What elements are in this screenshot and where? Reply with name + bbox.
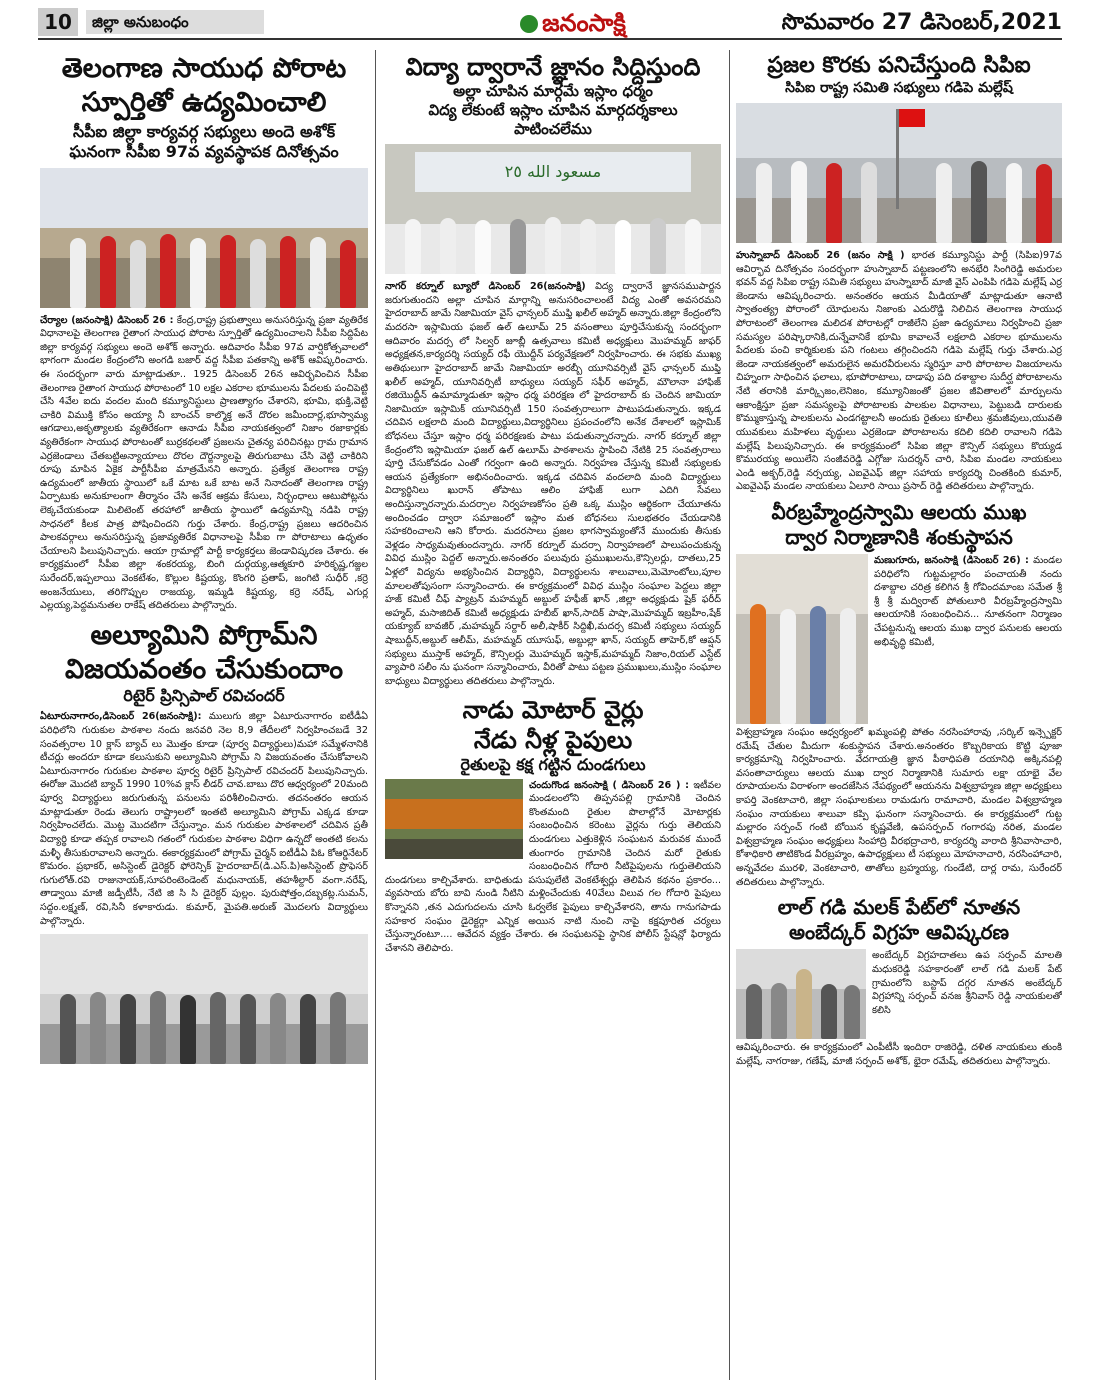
- subheadline: ఘనంగా సీపీఐ 97వ వ్యవస్థాపక దినోత్సవం: [69, 141, 339, 161]
- subheadline: రిటైర్ ప్రిన్సిపాల్ రవిచందర్: [123, 686, 285, 706]
- headline: అంబేద్కర్ విగ్రహ ఆవిష్కరణ: [788, 920, 1010, 945]
- article-cpi-cheryal: [40, 52, 368, 613]
- headline: వీరబ్రహ్మేంద్రస్వామి ఆలయ ముఖ: [771, 499, 1027, 524]
- subheadline: రైతులపై కక్ష గట్టిన దుండగులు: [460, 754, 646, 774]
- logo-icon: [520, 15, 538, 33]
- dateline: చందుగొండ జనంసాక్షి ( డిసెంబర్ 26 ) :: [529, 779, 689, 791]
- headline: ప్రజల కొరకు పనిచేస్తుంది సిపిఐ: [767, 53, 1031, 78]
- headline: నేడు నీళ్ల పైపులు: [473, 725, 633, 754]
- subheadline: అల్లా చూపిన మార్గమే ఇస్లాం ధర్మం: [453, 82, 653, 100]
- article-body: నాగర్ కర్నూల్ బ్యూరో డిసెంబర్ 26(జనంసాక్షి) విద్య ద్వారానే జ్ఞానసముపార్జన జరుగుతుందని అల్లా చూపిన మార్గాన్ని అనుసరించాలంటే విద్య ఎంతో అవసరమని హైదరాబాద్ జామే నిజామియా వైస్ ఛాన్సలర్ ముఫ్తి ఖలీల్ అహ్మద్ అన్నారు.జిల్లా కేంద్రంలోని మదరసా ఇస్లామియ ఫజల్ ఉల్ ఉలూమ్ 25 వసంతాలు పూర్తిచేసుకున్న సందర్భంగా ఆదివారం మదర్స లో సిల్వర్ జూబ్లీ ఉత్సవాలు కమిటీ అధ్యక్షులు మొహమ్మద్ జాఫర్ అధ్యక్షతన,కార్యదర్శి సయ్యద్ రఫీ యొద్దీన్ పర్యవేక్షణలో నిర్వహించారు. ఈ సభకు ముఖ్య అతిథులుగా హైదరాబాద్ జామే నిజామియా అరబ్బీ యూనివర్సిటీ వైస్ ఛాన్సలర్ ముఫ్తి ఖలీల్ అహ్మద్, యూనివర్సిటీ బాధ్యులు సయ్యద్ సఫీర్ అహ్మద్, మౌలానా హాఫిజ్ రజియొద్దీన్ ఉమామ్మాడుతూ ఇస్లాం ధర్మ పరిరక్షణ లో హైదరాబాద్ కు చెందిన జామియా నిజామియా ఇస్లామిక్ యూనివర్సిటీ 150 సంవత్సరాలుగా పాటుపడుతున్నారు. ఇక్కడ చదివిన లక్షలాది మంది విద్యార్థులు,విద్యార్థినిలు ప్రపంచంలోని అనేక దేశాలలో ఇస్లామిక్ బోధనలు చేస్తూ ఇస్లాం ధర్మ పరిరక్షణకు పాటు పడుతున్నారన్నారు. నాగర్ కర్నూల్ జిల్లా కేంద్రంలోని ఇస్లామియా ఫజల్ ఉల్ ఉలూమ్ పాఠశాలను స్థాపించి నేటికి 25 సంవత్సరాలు పూర్తి చేసుకోవడం ఎంతో గర్వంగా ఉంది అన్నారు. నిర్వహణ చేస్తున్న కమిటీ సభ్యులకు ఆయన ప్రత్యేకంగా అభినందించారు. ఇక్కడ చదివిన వందలాది మంది విద్యార్థులు విద్యార్థినిలు ఖురాన్ తోపాటు ఆలిం హాఫిజ్ లుగా ఎదిగి సేవలు అందిస్తున్నారన్నారు.మదర్సాల నిర్వహణకోసం ప్రతి ఒక్క ముస్లిం ఆర్థికంగా చేయూతను అందించడం ద్వారా సమాజంలో ఇస్లాం మత బోధనలు సులభతరం చేయడానికి సహకరించాలని ఆని కోరారు. మదరసాలు ప్రజల భాగస్వామ్యంతోనే ముందుకు తీసుకు వెళ్లడం సాధ్యమవుతుందన్నారు. నాగర్ కర్నూల్ మదర్సా నిర్వాహణలో పాలుపంచుకున్న వివిధ ముస్లిం పెద్దల్ అన్నారు.అనంతరం పలువురు ప్రముఖులను,కౌన్సిలర్లు, దాతలు,25 ఏళ్లలో విద్యను అభ్యసించిన విద్యార్థిని, విద్యార్థులను శాలువాలు,మెమోంటోలు,పూల మాలలతోపుసంగా సన్మానించారు. ఈ కార్యక్రమంలో వివిధ ముస్లిం సంఘాల పెద్దలు జిల్లా హజ్ కమిటీ చీఫ్ ప్యాట్రన్ మహమ్మద్ అబ్దుల్ హఫీజ్ ఖాన్ ,జిల్లా అధ్యక్షుడు షైక్ ఫరీద్ అహ్మద్, మసాజిదిత్ కమిటీ అధ్యక్షుడు హబీబ్ ఖాన్,సాదిక్ పాషా,మొహమ్మద్ ఇబ్రహీం,షేక్ యక్యూబ్ బావజీర్ ,మహమ్మద్ సర్దార్ అలీ,షాకీర్ సిద్దిఖీ,మదర్స కమిటీ సభ్యులు సయ్యద్ షాబుద్దీన్,అబ్దుల్ ఆలీమ్, మహమ్మద్ యూసుఫ్, అబ్దుల్లా ఖాన్, సయ్యద్ తాహెర్,కో ఆప్షన్ సభ్యులు ముస్తాక్ అహ్మద్, కౌన్సిలర్లు మొహమ్మద్ ఇస్హాక్,మహమ్మద్ నిజాం,రియల్ ఎస్టేట్ వ్యాపారి సలీం ను ఘనంగా సన్మానించారు, వీరితో పాటు పట్టణ ప్రముఖులు,ముస్లిం సంఘాల బాధ్యులు విద్యార్థులు తదితరులు పాల్గొన్నారు.: [385, 281, 721, 687]
- article-body: హుస్నాబాద్ డిసెంబర్ 26 (జనం సాక్షి ) భారత కమ్యూనిస్టు పార్టీ (సిపిఐ)97వ ఆవిర్భావ దినోత్సవం సందర్భంగా హుస్నాబాద్ పట్టణంలోని అనభేరి సింగిరెడ్డి అమరుల భవన్ వద్ద సిపిఐ రాష్ట్ర సమితి సభ్యులు హుస్నాబాద్ మాజీ వైస్ ఎంపిపి గడిపె మల్లేష్ ఎర్ర జెండాను ఆవిష్కరించారు. అనంతరం ఆయన మీడియాతో మాట్లాడుతూ ఆనాటి స్వాతంత్య్ర పోరాంలో యోధులను నిజాంకు ఎదురొడ్డి నిలిచిన తెలంగాణ సాయుధ పోరాటంలో తెలంగాణ మలిదశ పోరాటల్లో రాజీలేని ప్రజా ఉద్యమాలు నిర్వహించి ప్రజా సమస్యల పరిష్కారానికి,దున్నేవానికే భూమి కావాలనే లక్షలాది ఎకరాల భూములను పేదలకు పంచి కార్మికులకు పని గంటలు తగ్గించిందని గడిపె మల్లేష్ గుర్తు చేశారు.ఎర్ర జెండా నాయకత్వంలో అమరులైన అమరవీరులను స్మరిస్తూ వారి పోరాటాల విజయాలను చిహ్నంగా సాధించిన ఫలాలు, భూపోరాటాలు, దాడాపు పది దశాబ్దాల సుదీర్ఘ పోరాటాలను నేటి తరానికి మార్క్సిజం,లెనిజం, కమ్యూనిజంతో ప్రజల జీవితాలలో మార్పులను ఆకాంక్షిస్తూ ప్రజా సమస్యలపై పోరాటాలకు పాలకుల విధానాలు, పెట్టుబడి దారులకు కొమ్ముకాస్తున్న పాలకులను ఎండగట్టాలనీ అందుకు రైతులు కూలీలు శ్రమజీవులు,యువతి యువకులు మహిళలు వృద్ధులు ఎర్రజెండా పోరాటాలను కదిలి కదిలి రావాలని గడిపె మల్లేష్ పిలుపునిచ్చారు. ఈ కార్యక్రమంలో సిపిఐ జిల్లా కౌన్సిల్ సభ్యులు కొయ్యడ కొమురయ్య అయిలేని సంజీవరెడ్డి ఎగ్గోజు సుదర్శన్ చారి, సిపిఐ మండల నాయకులు ఎండి అక్బర్,రెడ్డి నర్సయ్య, ఎఐవైఎఫ్ జిల్లా సహాయ కార్యదర్శి చింతకింది కుమార్, ఎఐవైఎఫ్ మండల నాయకులు ఏలూరి సాయి ప్రసాద్ రెడ్డి తదితరులు పాల్గొన్నారు.: [736, 250, 1062, 493]
- subheadline: పాటించలేము: [514, 119, 592, 138]
- headline: లాల్ గడి మలక్ పేట్‌లో నూతన: [777, 895, 1021, 920]
- subheadline: విద్య లేకుంటే ఇస్లాం చూపిన మార్గదర్శకాలు: [428, 100, 678, 119]
- page-number: 10: [38, 8, 78, 36]
- newspaper-logo: [488, 8, 658, 38]
- photo-ambedkar-statue: [736, 949, 866, 1039]
- photo-madrasa-stage: [385, 144, 721, 274]
- headline: అల్యూమిని పోగ్రామ్‌ని: [90, 619, 318, 651]
- article-alumni-program: [40, 619, 368, 1064]
- headline: ద్వార నిర్మాణానికి శంకుస్థాపన: [785, 524, 1013, 549]
- photo-flag-hoisting: [40, 168, 368, 308]
- issue-date: సొమవారం 27 డిసెంబర్,2021: [781, 10, 1062, 35]
- photo-alumni-group: [40, 934, 368, 1064]
- article-body: చందుగొండ జనంసాక్షి ( డిసెంబర్ 26 ) : ఇటీవల మండలంలోని తిప్పనపల్లి గ్రామానికి చెందిన కొంతమంది రైతుల పొలాల్లోనే మోటార్లకు సంబంధించిన కరెంటు వైర్లను గుర్తు తెలియని దుండగులు ఎత్తుకెళ్లిన సంఘటన మరువక ముందే తుంగారం గ్రామానికి చెందిన మరో రైతుకు సంబంధించిన గోదారి నీటిపైపులను గుర్తుతెలియని దుండగులు కాల్చివేశారు. బాధితుడు పసుపులేటి వెంకటేశ్వర్లు తెలిపిన కథనం ప్రకారం... వ్యవసాయ బోరు బావి నుండి నీటిని మళ్లించేందుకు 40వేలు విలువ గల గోదారి పైపులు కొన్నానని ,తన ఎదుగుదలను చూసి ఓర్వలేక పైపులు కాల్చివేశారని, తాను గానుగపాడు సహకార సంఘం డైరెక్టర్గా ఎన్నిక అయిన నాటి నుంచి నాపై కక్షపూరిత చర్యలు చేస్తున్నారంటూ.... ఆవేదన వ్యక్తం చేశారు. ఈ సంఘటనపై స్థానిక పోలీస్ స్టేషన్లో ఫిర్యాదు చేశానని తెలిపారు.: [385, 779, 721, 954]
- middle-column: [385, 52, 721, 1384]
- headline: స్పూర్తితో ఉద్యమించాలి: [81, 86, 327, 118]
- article-body: ఏటూరునాగారం,డిసెంబర్ 26(జనంసాక్షి): ములుగు జిల్లా ఏటూరునాగారం ఐటీడీఏ పరిధిలోని గురుకుల పాఠశాల నందు జనవరి నెల 8,9 తేదీలలో నిర్వహించబడే 32 సంవత్సరాల 10 క్లాస్ బ్యాచ్ లు మొత్తం కూడా (పూర్వ విద్యార్థులు)మహా సమ్మేళనానికి టీచర్లు అందరూ కూడా కలుసుకుని అల్యూమిని పోగ్రామ్ ని విజయవంతం చేసుకోవాలని ఏటూరునాగారం గురుకుల పాఠశాల పూర్వ రిటైర్ ప్రిన్సిపాల్ రవిచందర్ పిలుపునిచ్చారు. ఈరోజు మొదటి బ్యాచ్ 1990 10%వ క్లాస్ లీడర్ చావ.బాబు దొర ఆధ్వర్యంలో 20మంది పూర్వ విద్యార్థులు జరుగుతున్న పనులను పరిశీలించినారు. తదనంతరం ఆయన మాట్లాడుతూ రెండు తెలుగు రాష్ట్రాలలో ఇంతటి అల్యూమిని పోగ్రామ్ ఎక్కడ కూడా నిర్వహించలేదు. మొట్ట మొదటిగా చేస్తున్నాం. మన గురుకుల పాఠశాలలో చదివిన ప్రతీ విద్యార్థి కూడా తప్పక రావాలని గతంలో గురుకుల పాఠశాల విధిగా ఉన్నదో అంతటి కలను మళ్ళీ తీసుకురావాలని అన్నారు. ఈకార్యక్రమంలో పోగ్రామ్ చైర్మన్ ఐటీడీఏ పిఓ కోఆర్డినేటర్ కొమరం. ప్రభాకర్, అసిస్టెంట్ డైరెక్టర్ ఫోరెన్సిక్ హైదరాబాద్(డి.ఎస్.పి)అసిస్టెంట్ ప్రొఫెసర్ గుగులోత్.రవి రాజునాయక్,సూపరింటెండెంట్ మధునాయక్, తహశీల్దార్ వంగా.నరేష్, తాడ్వాయి మాజీ జడ్పీటీసీ, నేటి జి సి సి డైరెక్టర్ పుల్లం. పురుషోత్తం,దబ్బకట్ల.సుమన్, సద్దం.లక్ష్మణ్, రవి,సినీ కళాకారుడు. కుమార్, మైపతి.అరుణ్ మొదలగు విద్యార్థులు పాల్గొన్నారు.: [40, 711, 368, 927]
- photo-flag-event: [736, 103, 1062, 243]
- stage-banner: مسعود الله ٢٥: [415, 152, 691, 192]
- section-name: జిల్లా అనుబంధం: [86, 10, 264, 34]
- dateline: హుస్నాబాద్ డిసెంబర్ 26 (జనం సాక్షి ): [736, 250, 905, 261]
- article-body: మణుగూరు, జనంసాక్షి (డిసెంబర్ 26) : మండల పరిధిలోని గుట్టమల్లారం పంచాయతీ నందు దశాబ్దాల చరిత్ర కలిగిన శ్రీ గోవిందమాంబ సమేత శ్రీ శ్రీ శ్రీ మద్విరాట్ పోతులూరి వీరబ్రహ్మేంద్రస్వామి ఆలయానికి సంబంధించిన... నూతనంగా నిర్మాణం చేపట్టనున్న ఆలయ ముఖ ద్వార పనులకు ఆలయ అభివృద్ధి కమిటీ,: [874, 554, 1062, 648]
- article-body: చేర్యాల (జనంసాక్షి) డిసెంబర్ 26 : కేంద్ర,రాష్ట్ర ప్రభుత్వాలు అనుసరిస్తున్న ప్రజా వ్యతిరేక విధానాలపై తెలంగాణ రైతాంగ సాయుధ పోరాట స్పూర్తితో ఉద్యమించాలని సీపీఐ సిద్దిపేట జిల్లా కార్యవర్గ సభ్యులు అందె అశోక్ అన్నారు. ఆదివారం సీపీఐ 97వ వార్షికోత్సవాలలో భాగంగా మండల కేంద్రంలోని అంగడి బజార్ వద్ద సీపీఐ పతకాన్ని అశోక్ ఆవిష్కరించారు. ఈ సందర్భంగా వారు మాట్లాడుతూ.. 1925 డిసెంబర్ 26న ఆవిర్భవించిన సీపీఐ తెలంగాణ రైతాంగ సాయుధ పోరాటంలో 10 లక్షల ఎకరాల భూములను పేదలకు పంచిపెట్టి చేసి 4వేల ఐదు వందల మంది కమ్యూనిస్టులు ప్రాణత్యాగం చేశారని, భూమి, భుక్తి,వెట్టి చాకిరి విముక్తి కోసం అయ్యా నీ బాంచన్ కాల్మొక్త అనే దొరల జమీందార్ల,భూస్వామ్య ఆగడాలు,అకృత్యాలకు వ్యతిరేకంగా ఆనాడు సీపీఐ నాయకత్వంలో నిజాం రజాకార్లకు వ్యతిరేకంగా సాయుధ పోరాటంతో బుర్రకథలతో ప్రజలను చైతన్య పరిచినట్లు గ్రామ గ్రామాన ఎర్రజెండాలు చేతబట్టిఅన్యాయాలు దొరల దౌర్జన్యాలపై తిరుగుబాటు చేసి వెట్టి చాకిరిని రూపు మాపిన ఏకైక పార్టీసీపీఐ మాత్రమేనని అన్నారు. ప్రత్యేక తెలంగాణ రాష్ట్ర ఉద్యమంలో జాతీయ స్థాయిలో ఒకే మాట ఒకే బాట అనే నినాదంతో తెలంగాణ రాష్ట్ర ఏర్పాటుకు అనుకూలంగా తీర్మానం చేసి అనేక ఆక్రమ కేసులు, నిర్బంధాలు ఆటుపోట్లను లెక్కచేయకుండా మిలిటెంట్ తరహాలో జాతీయ స్థాయిలో ఉద్యమాన్ని నడిపి రాష్ట్ర సాధనలో కీలక పాత్ర పోషించిందని గుర్తు చేశారు. కేంద్ర,రాష్ట్ర ప్రజలు ఆదరించిన పాలకవర్గాలు అనుసరిస్తున్న ప్రజావ్యతిరేక విధానాలపై సీపీఐ గా పోరాటాలు ఉధృతం చేయాలని పిలుపునిచ్చారు. ఆయా గ్రామాల్లో పార్టీ కార్యకర్తలు జెండావిష్కరణ చేశారు. ఈ కార్యక్రమంలో సీపీఐ జిల్లా శంకరయ్య, బింగి దుర్గయ్య,ఆత్మకూరి హరికృష్ణ,గజ్జల సురేందర్,ఇప్పలాయి వెంకటేశం, కొల్లుల కిష్టయ్య, కొంగరి ప్రతాప్, జంగిటి సుధీర్ ,కర్రె అంజనేయులు, తరిగొప్పుల రాజయ్య, ఇమ్మడి కిష్టయ్య, కర్రె నరేష్, ఎగుర్ల ఎల్లయ్య,పెద్దమనుతల రాకేష్ తదితరులు పాల్గొన్నారు.: [40, 314, 368, 612]
- headline: విద్యా ద్వారానే జ్ఞానం సిద్దిస్తుంది: [405, 53, 701, 81]
- headline: నాడు మోటార్ వైర్లు: [462, 695, 644, 724]
- right-column: [736, 52, 1062, 1384]
- photo-burnt-pipes: [385, 779, 523, 859]
- article-madrasa-jubilee: [385, 52, 721, 689]
- article-body: అంబేద్కర్ విగ్రహదాతలు ఉప సర్పంచ్ మాలతి మధుకరెడ్డి సహకారంతో లాల్ గడి మలక్ పేట్ గ్రామంలోని బస్టాప్ దగ్గర నూతన అంబేద్కర్ విగ్రహాన్ని సర్పంచ్ వనజ శ్రీనివాస్ రెడ్డి నాయకులతో కలిసి: [872, 950, 1062, 1016]
- article-body: ఆవిష్కరించారు. ఈ కార్యక్రమంలో ఎంపీటీసీ ఇందిరా రాజిరెడ్డి, దళిత నాయకులు తుంకి మల్లేష్, నాగరాజు, గణేష్, మాజీ సర్పంచ్ అశోక్, భైరా రమేష్, తదితరులు పాల్గొన్నారు.: [736, 1042, 1062, 1067]
- headline: తెలంగాణ సాయుధ పోరాట: [61, 53, 347, 84]
- photo-foundation-stone: [736, 554, 868, 724]
- page-header: [38, 8, 1062, 40]
- article-body: విశ్వబ్రాహ్మణ సంఘం ఆధ్వర్యంలో ఖమ్మంపల్లి పోతం నరసింహారావు ,సర్కిల్ ఇన్స్పెక్టర్ రమేష్ చేతుల మీదుగా శంకుస్థాపన చేశారు.అనంతరం కొబ్బరికాయ కొట్టి పూజా కార్యక్రమాన్ని నిర్వహించారు. వేదగాయత్రి జ్ఞాన పీఠాధిపతి దయానిధి అక్కినపల్లి వసంతాచార్యులు ఆలయ ముఖ ద్వార నిర్మాణానికి సుమారు లక్షా యాభై వేల రూపాయలను విరాళంగా అందజేసిన నేపథ్యంలో ఆయనను విశ్వబ్రాహ్మణ జిల్లా అధ్యక్షులు కాపర్తి వెంకటాచారి, జిల్లా సంఘాలకులు రామడుగు రామాచారి, మండల విశ్వబ్రాహ్మణ సంఘం నాయకులు శాలువా కప్పి ఘనంగా సన్మానించారు. ఈ కార్యక్రమంలో గుట్ట మల్లారం సర్పంచ్ గంటి బోయిన కృష్ణవేణి, ఉపసర్పంచ్ గంగారపు నరిత, మండల విశ్వబ్రాహ్మణ సంఘం అధ్యక్షులు సింహాద్రి వీరభద్రాచారి, కార్యదర్శి వారాది శ్రీనివాసాచారి, కోశాధికారి తాటికొండ వీరబ్రహ్మం, ఉపాధ్యక్షులు టీ సభ్యులు మోహనాచారి, నరసింహాచారి, అన్నవేదల మురళి, వెంకటాచారి, తాతోలు బ్రహ్మయ్య, గుండేటి, దార్ల రామ, సురేందర్ తదితరులు పాల్గొన్నారు.: [736, 726, 1062, 888]
- column-divider: [729, 50, 730, 1380]
- column-divider: [375, 50, 376, 1380]
- headline: విజయవంతం చేసుకుందాం: [64, 653, 344, 685]
- article-pipes-burnt: [385, 695, 721, 956]
- subheadline: సిపిఐ రాష్ట్ర సమితి సభ్యులు గడిపె మల్లేష్: [785, 79, 1013, 96]
- dateline: నాగర్ కర్నూల్ బ్యూరో డిసెంబర్ 26(జనంసాక్షి): [385, 281, 586, 293]
- subheadline: సీపీఐ జిల్లా కార్యవర్గ సభ్యులు అందె అశోక్: [72, 121, 336, 141]
- dateline: ఏటూరునాగారం,డిసెంబర్ 26(జనంసాక్షి):: [40, 711, 202, 723]
- left-column: [40, 52, 368, 1384]
- dateline: చేర్యాల (జనంసాక్షి) డిసెంబర్ 26 :: [40, 314, 174, 326]
- article-ambedkar-statue: [736, 895, 1062, 1068]
- article-temple-foundation: [736, 500, 1062, 889]
- logo-text: జనంసాక్షి: [542, 9, 626, 37]
- article-cpi-husnabad: [736, 52, 1062, 494]
- dateline: మణుగూరు, జనంసాక్షి (డిసెంబర్ 26) :: [874, 554, 1029, 566]
